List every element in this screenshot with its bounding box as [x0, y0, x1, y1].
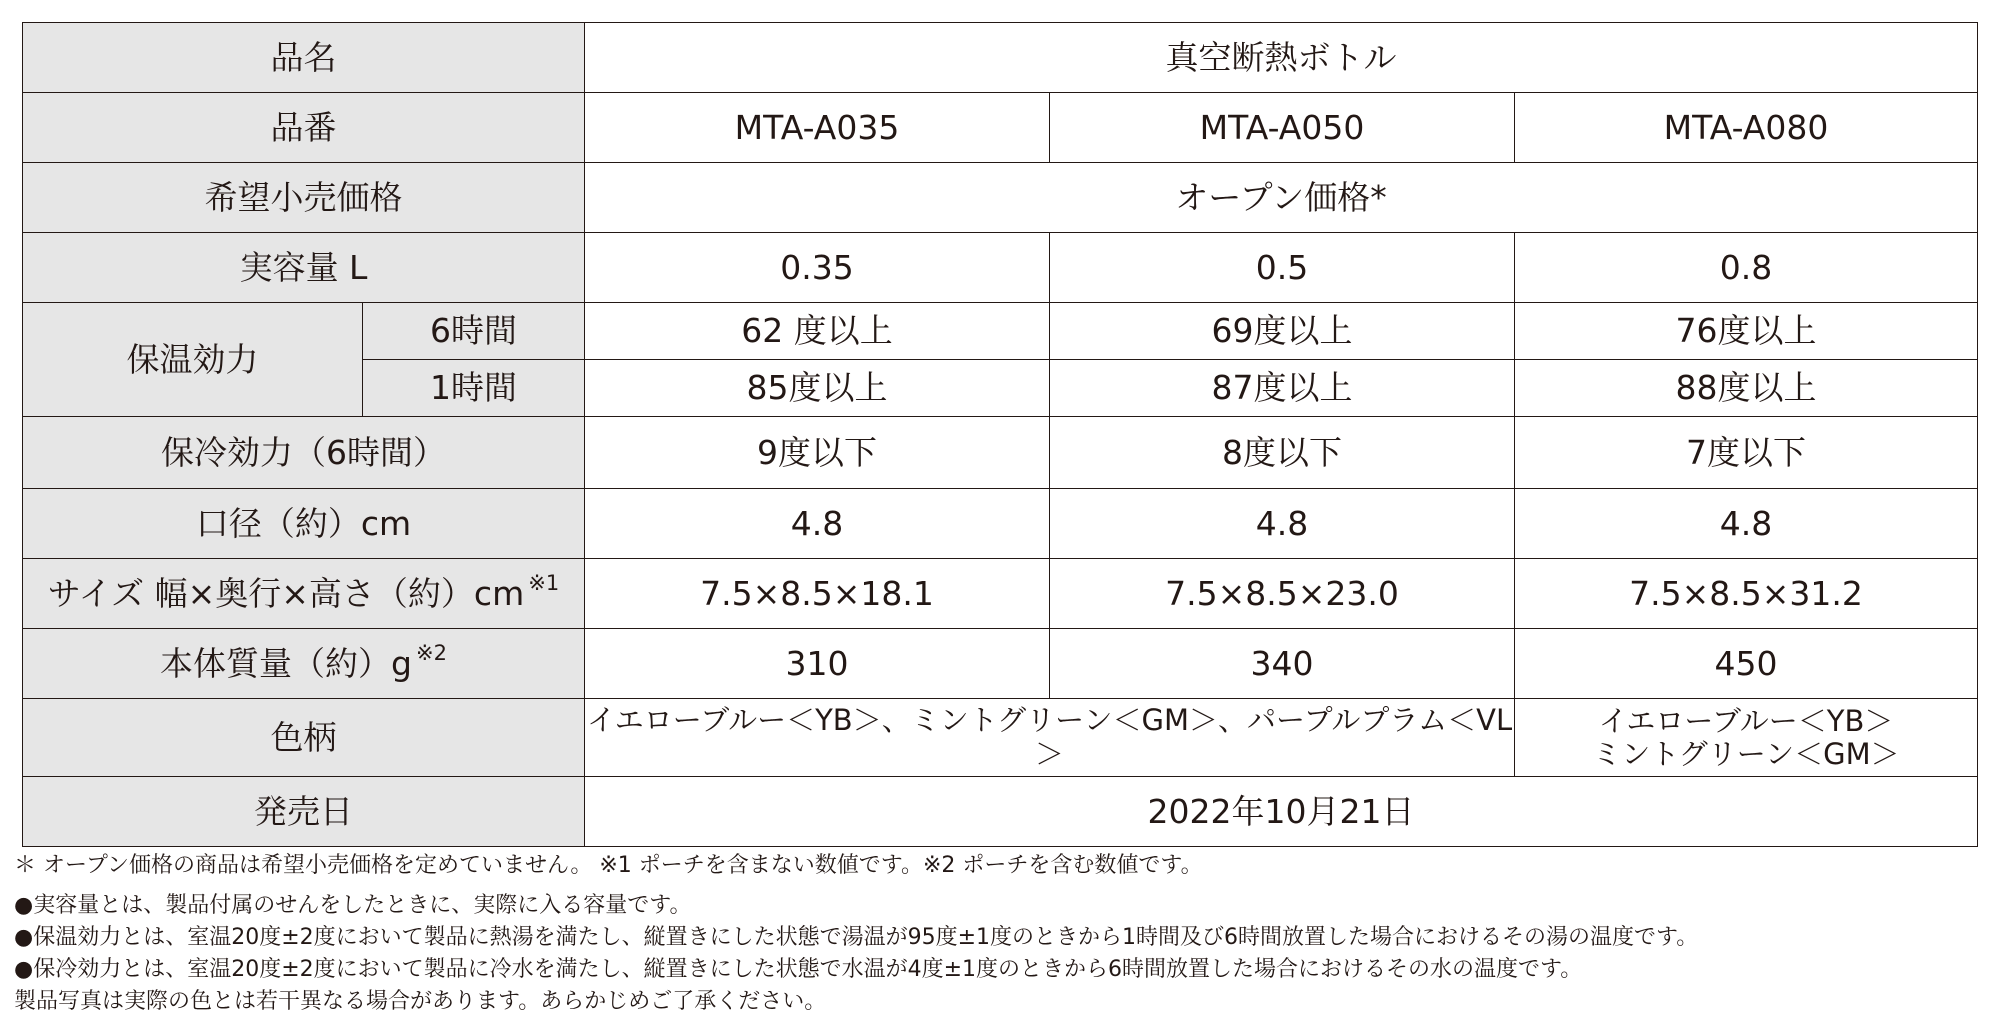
value-cold-1: 9度以下	[585, 417, 1050, 489]
label-colors: 色柄	[23, 699, 585, 777]
value-weight-2: 340	[1050, 629, 1515, 699]
label-size: サイズ 幅×奥行×高さ（約）cm	[47, 573, 525, 613]
label-price: 希望小売価格	[23, 163, 585, 233]
label-capacity: 実容量 L	[23, 233, 585, 303]
value-size-3: 7.5×8.5×31.2	[1515, 559, 1978, 629]
row-heat-6h	[23, 303, 1978, 360]
notes	[14, 850, 1984, 1018]
footnote-mark-2: ※2	[415, 640, 447, 665]
value-size-2: 7.5×8.5×23.0	[1050, 559, 1515, 629]
value-mouth-3: 4.8	[1515, 489, 1978, 559]
value-product-name: 真空断熱ボトル	[585, 23, 1978, 93]
label-weight-cell	[23, 629, 585, 699]
spec-table	[22, 22, 1978, 847]
value-capacity-1: 0.35	[585, 233, 1050, 303]
row-mouth	[23, 489, 1978, 559]
row-model	[23, 93, 1978, 163]
value-heat-1h-2: 87度以上	[1050, 360, 1515, 417]
row-release	[23, 777, 1978, 847]
sublabel-heat-1h: 1時間	[363, 360, 585, 417]
sublabel-heat-6h: 6時間	[363, 303, 585, 360]
note-heat: ●保温効力とは、室温20度±2度において製品に熱湯を満たし、縦置きにした状態で湯温が95度±1度のときから1時間及び6時間放置した場合におけるその湯の温度です。	[14, 925, 1699, 950]
value-price: オープン価格*	[585, 163, 1978, 233]
label-model: 品番	[23, 93, 585, 163]
note-cold: ●保冷効力とは、室温20度±2度において製品に冷水を満たし、縦置きにした状態で水温が4度±1度のときから6時間放置した場合におけるその水の温度です。	[14, 957, 1583, 982]
value-heat-6h-2: 69度以上	[1050, 303, 1515, 360]
value-heat-1h-3: 88度以上	[1515, 360, 1978, 417]
label-cold: 保冷効力（6時間）	[23, 417, 585, 489]
value-heat-6h-3: 76度以上	[1515, 303, 1978, 360]
value-colors-b-line1: イエローブルー＜YB＞	[1598, 704, 1894, 739]
row-weight	[23, 629, 1978, 699]
value-cold-3: 7度以下	[1515, 417, 1978, 489]
row-size	[23, 559, 1978, 629]
row-cold	[23, 417, 1978, 489]
value-heat-6h-1: 62 度以上	[585, 303, 1050, 360]
value-size-1: 7.5×8.5×18.1	[585, 559, 1050, 629]
note-capacity: ●実容量とは、製品付属のせんをしたときに、実際に入る容量です。	[14, 893, 692, 918]
label-weight: 本体質量（約）g	[160, 643, 412, 683]
value-release: 2022年10月21日	[585, 777, 1978, 847]
value-model-1: MTA-A035	[585, 93, 1050, 163]
value-capacity-2: 0.5	[1050, 233, 1515, 303]
value-colors-b-line2: ミントグリーン＜GM＞	[1592, 736, 1900, 771]
value-heat-1h-1: 85度以上	[585, 360, 1050, 417]
value-cold-2: 8度以下	[1050, 417, 1515, 489]
value-weight-1: 310	[585, 629, 1050, 699]
value-colors-a: イエローブルー＜YB＞、ミントグリーン＜GM＞、パープルプラム＜VL＞	[585, 699, 1515, 777]
row-capacity	[23, 233, 1978, 303]
value-mouth-1: 4.8	[585, 489, 1050, 559]
value-weight-3: 450	[1515, 629, 1978, 699]
row-product-name	[23, 23, 1978, 93]
footnote-mark-1: ※1	[528, 570, 560, 595]
label-mouth: 口径（約）cm	[23, 489, 585, 559]
label-size-cell	[23, 559, 585, 629]
label-product-name: 品名	[23, 23, 585, 93]
row-price	[23, 163, 1978, 233]
note-footnotes: ＊ オープン価格の商品は希望小売価格を定めていません。 ※1 ポーチを含まない数値です。※2 ポーチを含む数値です。	[14, 853, 1203, 878]
value-capacity-3: 0.8	[1515, 233, 1978, 303]
row-colors	[23, 699, 1978, 777]
label-heat: 保温効力	[23, 303, 363, 417]
value-colors-b	[1515, 699, 1978, 777]
label-release: 発売日	[23, 777, 585, 847]
value-model-2: MTA-A050	[1050, 93, 1515, 163]
value-mouth-2: 4.8	[1050, 489, 1515, 559]
value-model-3: MTA-A080	[1515, 93, 1978, 163]
note-photo: 製品写真は実際の色とは若干異なる場合があります。あらかじめご了承ください。	[14, 989, 827, 1014]
